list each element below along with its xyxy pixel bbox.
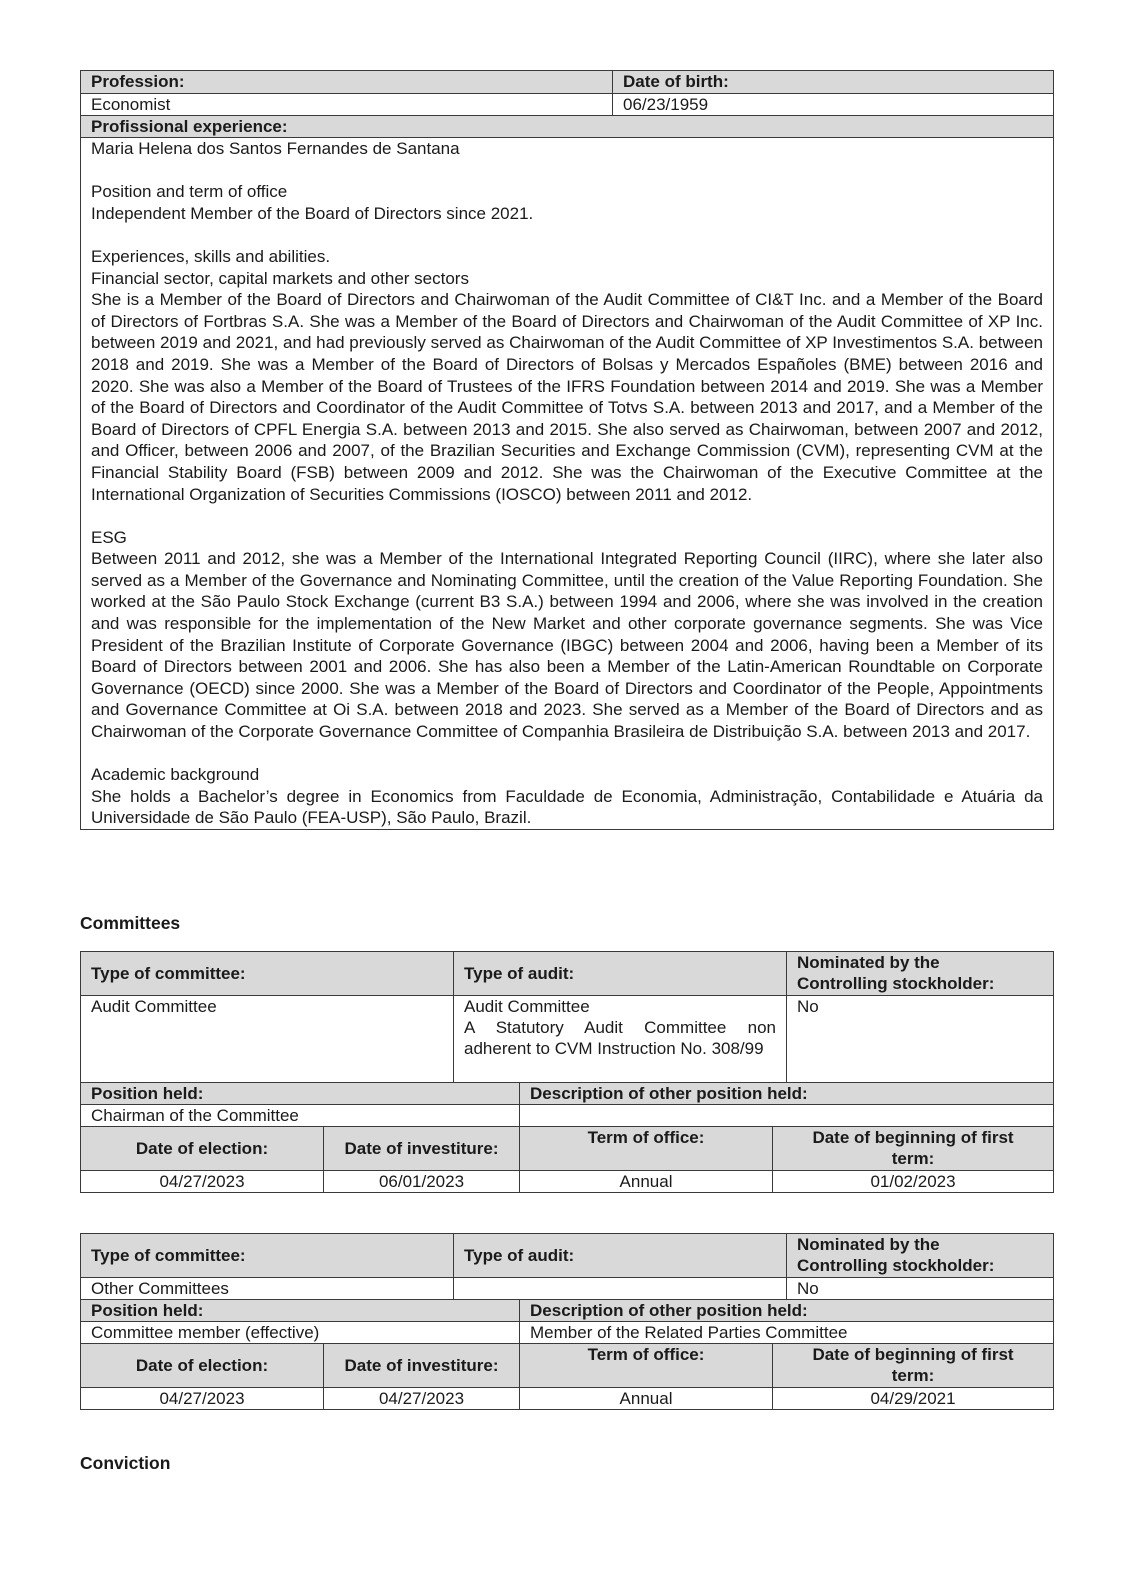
other-position-label: Description of other position held: <box>520 1083 1054 1105</box>
position-held-label: Position held: <box>81 1300 520 1322</box>
date-investiture-label: Date of investiture: <box>324 1344 520 1388</box>
first-term-label <box>773 1344 1054 1388</box>
esg-text: Between 2011 and 2012, she was a Member of the International Integrated Reporting Council (IIRC), where she later also served as a Member of the Governance and Nominating Committee, until the creation of the Value Reporting Foundation. She worked at the São Paulo Stock Exchange (current B3 S.A.) between 1994 and 2006, where she was involved in the creation and was responsible for the implementation of the New Market and other corporate governance segments. She was Vice President of the Brazilian Institute of Corporate Governance (IBGC) between 2004 and 2006, having been a Member of its Board of Directors between 2001 and 2006. She has also been a Member of the Latin-American Roundtable on Corporate Governance (OECD) since 2000. She was a Member of the Board of Directors and Coordinator of the People, Appointments and Governance Committee at Oi S.A. between 2018 and 2023. She served as a Member of the Board of Directors and as Chairwoman of the Corporate Governance Committee of Companhia Brasileira de Distribuição S.A. between 2013 and 2017. <box>91 549 1043 742</box>
skills-heading: Experiences, skills and abilities. <box>91 246 331 266</box>
investiture-value: 06/01/2023 <box>324 1171 520 1193</box>
first-term-label-line1: Date of beginning of first <box>812 1128 1014 1147</box>
financial-heading: Financial sector, capital markets and other sectors <box>91 268 469 288</box>
committee-audit-top <box>80 951 1054 1083</box>
person-name: Maria Helena dos Santos Fernandes de Santana <box>91 139 460 158</box>
experience-body <box>81 138 1054 830</box>
profile-table <box>80 70 1054 830</box>
financial-text: She is a Member of the Board of Directors and Chairwoman of the Audit Committee of CI&T Inc. and a Member of the Board of Directors of Fortbras S.A. She was a Member of the Board of Directors and Chairwoman of the Audit Committee of XP Inc. between 2019 and 2021, and had previously served as Chairwoman of the Audit Committee of XP Investimentos S.A. between 2018 and 2019. She was a Member of the Board of Directors of Bolsas y Mercados Españoles (BME) between 2016 and 2020. She was also a Member of the Board of Trustees of the IFRS Foundation between 2014 and 2019. She was a Member of the Board of Directors and Coordinator of the Audit Committee of Totvs S.A. between 2013 and 2017, and a Member of the Board of Directors of CPFL Energia S.A. between 2013 and 2015. She also served as Chairwoman, between 2007 and 2012, and Officer, between 2006 and 2007, of the Brazilian Securities and Exchange Commission (CVM), representing CVM at the Financial Stability Board (FSB) between 2009 and 2012. She was the Chairwoman of the Executive Committee at the International Organization of Securities Commissions (IOSCO) between 2011 and 2012. <box>91 290 1043 504</box>
first-term-value: 01/02/2023 <box>773 1171 1054 1193</box>
audit-type-value <box>454 1278 787 1300</box>
term-office-label: Term of office: <box>520 1127 773 1171</box>
date-election-label: Date of election: <box>81 1344 324 1388</box>
other-position-value <box>520 1105 1054 1127</box>
profession-value: Economist <box>81 94 613 116</box>
election-value: 04/27/2023 <box>81 1388 324 1410</box>
election-value: 04/27/2023 <box>81 1171 324 1193</box>
committee-type-value: Other Committees <box>81 1278 454 1300</box>
type-audit-label: Type of audit: <box>454 952 787 996</box>
committee-audit <box>80 951 1053 1193</box>
committee-other <box>80 1233 1053 1410</box>
term-value: Annual <box>520 1171 773 1193</box>
dob-value: 06/23/1959 <box>613 94 1054 116</box>
position-heading: Position and term of office <box>91 182 288 202</box>
conviction-title: Conviction <box>80 1453 171 1473</box>
other-position-value: Member of the Related Parties Committee <box>520 1322 1054 1344</box>
audit-type-value <box>454 996 787 1083</box>
position-held-value: Committee member (effective) <box>81 1322 520 1344</box>
investiture-value: 04/27/2023 <box>324 1388 520 1410</box>
date-investiture-label: Date of investiture: <box>324 1127 520 1171</box>
experience-label: Profissional experience: <box>81 116 1054 138</box>
type-committee-label: Type of committee: <box>81 952 454 996</box>
date-election-label: Date of election: <box>81 1127 324 1171</box>
committee-other-bottom <box>80 1299 1054 1410</box>
first-term-label-line2: term: <box>891 1366 935 1385</box>
nominated-value: No <box>787 1278 1054 1300</box>
term-value: Annual <box>520 1388 773 1410</box>
first-term-label <box>773 1127 1054 1171</box>
position-held-value: Chairman of the Committee <box>81 1105 520 1127</box>
nominated-value: No <box>787 996 1054 1083</box>
nominated-label-line1: Nominated by the <box>797 953 940 972</box>
position-held-label: Position held: <box>81 1083 520 1105</box>
term-office-label: Term of office: <box>520 1344 773 1388</box>
nominated-label-line1: Nominated by the <box>797 1235 940 1254</box>
committee-other-top <box>80 1233 1054 1300</box>
dob-label: Date of birth: <box>613 71 1054 94</box>
other-position-label: Description of other position held: <box>520 1300 1054 1322</box>
nominated-label <box>787 952 1054 996</box>
type-audit-label: Type of audit: <box>454 1234 787 1278</box>
committee-audit-bottom <box>80 1082 1054 1193</box>
first-term-value: 04/29/2021 <box>773 1388 1054 1410</box>
esg-heading: ESG <box>91 527 127 547</box>
type-committee-label: Type of committee: <box>81 1234 454 1278</box>
audit-type-line1: Audit Committee <box>464 997 590 1016</box>
committees-title: Committees <box>80 913 181 933</box>
nominated-label-line2: Controlling stockholder: <box>797 1256 995 1275</box>
academic-text: She holds a Bachelor’s degree in Economics from Faculdade de Economia, Administração, Contabilidade e Atuária da Universidade de São Paulo (FEA-USP), São Paulo, Brazil. <box>91 786 1043 828</box>
committee-type-value: Audit Committee <box>81 996 454 1083</box>
first-term-label-line1: Date of beginning of first <box>812 1345 1014 1364</box>
academic-heading: Academic background <box>91 765 260 785</box>
position-text: Independent Member of the Board of Directors since 2021. <box>91 203 534 223</box>
nominated-label <box>787 1234 1054 1278</box>
nominated-label-line2: Controlling stockholder: <box>797 974 995 993</box>
first-term-label-line2: term: <box>891 1149 935 1168</box>
audit-type-line2: A Statutory Audit Committee non adherent to CVM Instruction No. 308/99 <box>464 1018 776 1058</box>
profession-label: Profession: <box>81 71 613 94</box>
